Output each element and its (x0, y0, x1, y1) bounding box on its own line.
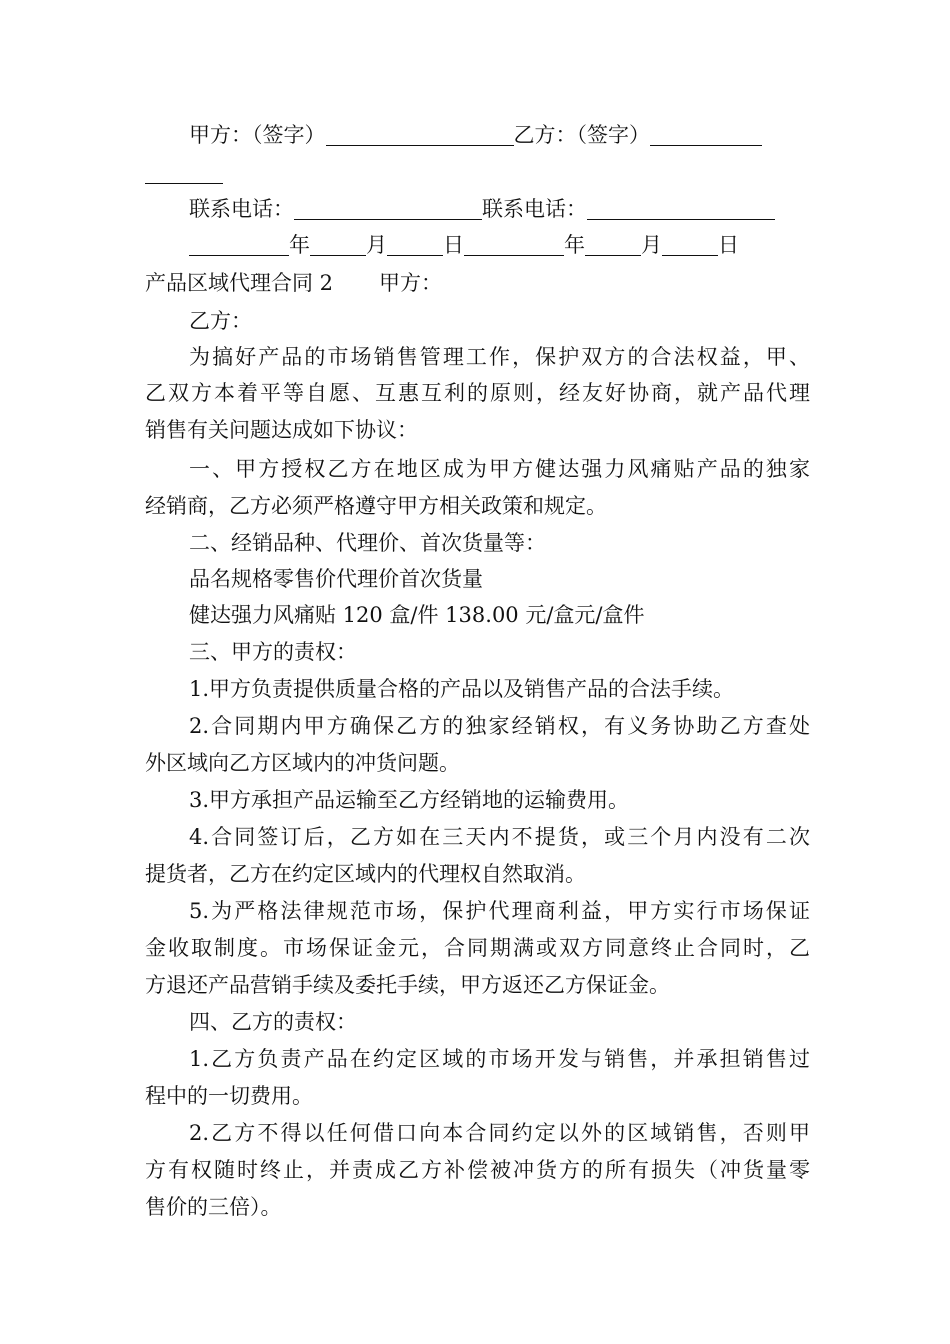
clause4-heading: 四、乙方的责权： (189, 1010, 357, 1034)
clause3-item-2-line-1: 2.合同期内甲方确保乙方的独家经销权，有义务协助乙方查处 (189, 714, 810, 738)
contract-title: 产品区域代理合同 2 (145, 271, 334, 295)
clause3-item-5-line-3: 方退还产品营销手续及委托手续，甲方返还乙方保证金。 (145, 973, 670, 997)
party-a-sign-label: 甲方：（签字） (189, 123, 326, 147)
clause3-heading: 三、甲方的责权： (189, 640, 357, 664)
clause3-item-2-line-2: 外区域向乙方区域内的冲货问题。 (145, 751, 460, 775)
party-b-sign-label: 乙方：（签字） (513, 123, 650, 147)
clause3-item-5-line-1: 5.为严格法律规范市场，保护代理商利益，甲方实行市场保证 (189, 899, 810, 923)
signature-line (189, 118, 810, 152)
day-label-a: 日 (443, 233, 464, 257)
party-b-sign-blank (650, 123, 762, 146)
clause4-item-1-line-1: 1.乙方负责产品在约定区域的市场开发与销售，并承担销售过 (189, 1047, 810, 1071)
clause3-item-1: 1.甲方负责提供质量合格的产品以及销售产品的合法手续。 (189, 677, 735, 701)
month-label-b: 月 (641, 233, 662, 257)
party-b-sign-blank-cont (145, 161, 223, 184)
phone-label-b: 联系电话： (482, 197, 587, 221)
phone-blank-b (587, 197, 775, 220)
month-blank-a (310, 233, 366, 256)
phone-label-a: 联系电话： (189, 197, 294, 221)
party-a-label: 甲方： (379, 271, 443, 295)
clause3-item-5-line-2: 金收取制度。市场保证金元，合同期满或双方同意终止合同时，乙 (145, 936, 810, 960)
phone-line (189, 192, 810, 226)
clause3-item-4-line-2: 提货者，乙方在约定区域内的代理权自然取消。 (145, 862, 586, 886)
year-label-a: 年 (289, 233, 310, 257)
intro-line-2: 乙双方本着平等自愿、互惠互利的原则，经友好协商，就产品代理 (145, 381, 810, 405)
party-a-sign-blank (326, 123, 514, 146)
month-label-a: 月 (366, 233, 387, 257)
intro-line-1: 为搞好产品的市场销售管理工作，保护双方的合法权益，甲、 (189, 345, 810, 369)
clause1-line-2: 经销商，乙方必须严格遵守甲方相关政策和规定。 (145, 494, 607, 518)
year-label-b: 年 (564, 233, 585, 257)
clause1-line-1: 一、甲方授权乙方在地区成为甲方健达强力风痛贴产品的独家 (189, 457, 810, 481)
date-line (189, 228, 810, 262)
day-label-b: 日 (718, 233, 739, 257)
phone-blank-a (294, 197, 482, 220)
day-blank-a (387, 233, 443, 256)
party-b-label: 乙方： (189, 309, 252, 333)
signature-line-continued (145, 156, 810, 190)
clause3-item-4-line-1: 4.合同签订后，乙方如在三天内不提货，或三个月内没有二次 (189, 825, 810, 849)
year-blank-b (464, 233, 564, 256)
clause4-item-1-line-2: 程中的一切费用。 (145, 1084, 313, 1108)
clause4-item-2-line-2: 方有权随时终止，并责成乙方补偿被冲货方的所有损失（冲货量零 (145, 1158, 810, 1182)
intro-line-3: 销售有关问题达成如下协议： (145, 418, 418, 442)
year-blank-a (189, 233, 289, 256)
table-row: 健达强力风痛贴 120 盒/件 138.00 元/盒元/盒件 (189, 603, 645, 627)
day-blank-b (662, 233, 718, 256)
clause4-item-2-line-3: 售价的三倍）。 (145, 1195, 282, 1219)
clause2-heading: 二、经销品种、代理价、首次货量等： (189, 531, 546, 555)
contract-title-line (145, 266, 810, 300)
table-header: 品名规格零售价代理价首次货量 (189, 567, 483, 591)
clause4-item-2-line-1: 2.乙方不得以任何借口向本合同约定以外的区域销售，否则甲 (189, 1121, 810, 1145)
month-blank-b (585, 233, 641, 256)
clause3-item-3: 3.甲方承担产品运输至乙方经销地的运输费用。 (189, 788, 630, 812)
